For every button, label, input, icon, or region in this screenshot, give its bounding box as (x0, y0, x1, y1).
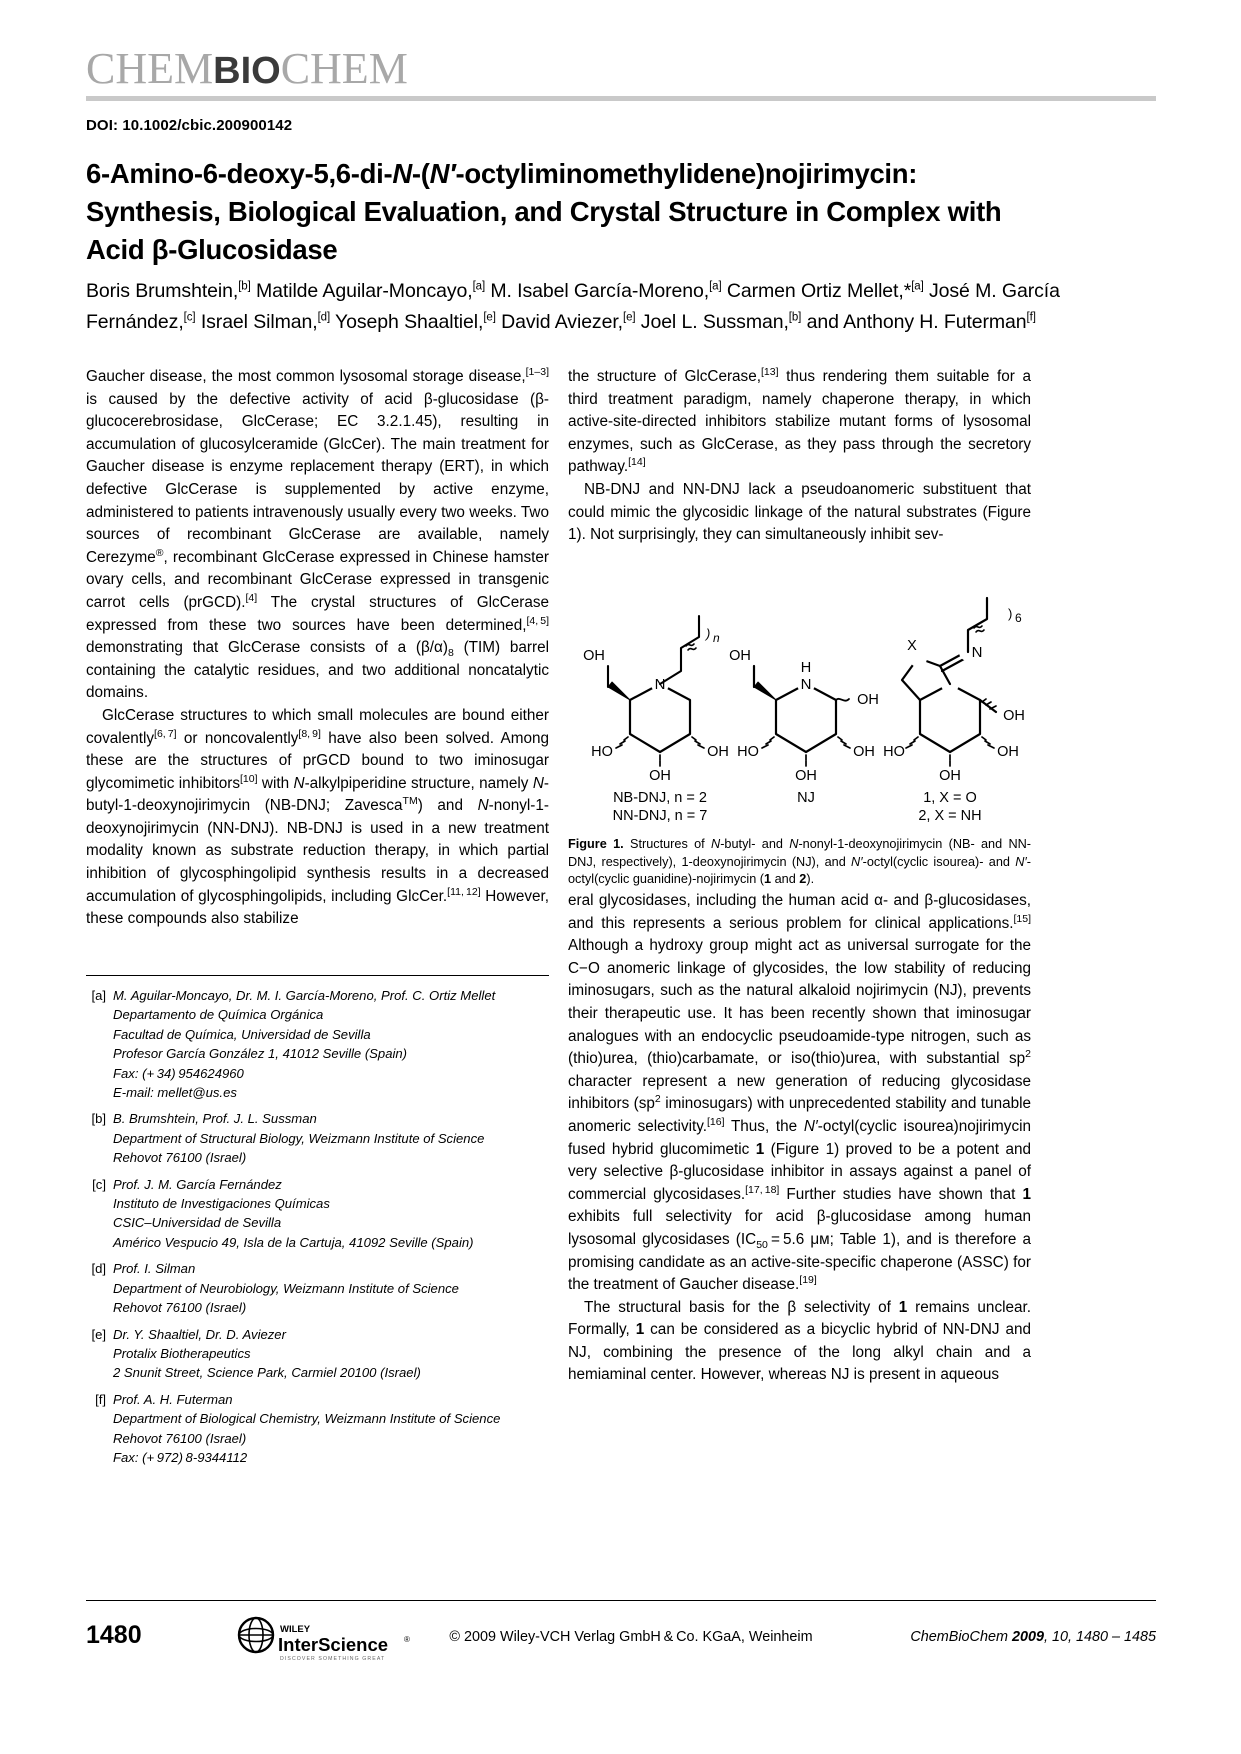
affiliations-block (86, 975, 549, 1474)
affiliation-line: Fax: (+ 972) 8-9344112 (113, 1449, 248, 1465)
svg-text:OH: OH (1003, 708, 1025, 724)
page-number: 1480 (86, 1621, 142, 1649)
structure-label-nn-dnj: NN-DNJ, n = 7 (612, 808, 708, 824)
logo-chem-2: CHEM (280, 44, 408, 93)
paragraph-chaperone-therapy: the structure of GlcCerase,[13] thus rendering them suitable for a third treatment paradigm, namely chaperone therapy, in which active-site-directed inhibitors stabilize mutant forms of lysosomal enzymes, such as GlcCerase, as they pass through the secretory pathway.[14] (568, 365, 1031, 476)
structure-label-1: 1, X = O (923, 790, 977, 806)
affiliation-line: Américo Vespucio 49, Isla de la Cartuja, 41092 Seville (Spain) (113, 1234, 474, 1250)
paragraph-structural-basis: The structural basis for the β selectivity of 1 remains unclear. Formally, 1 can be considered as a bicyclic hybrid of NN-DNJ and NJ, combining the presence of the long alkyl chain and a hemiaminal center. However, whereas NJ is present in aqueous (568, 1298, 1032, 1384)
structure-label-nb-dnj: NB-DNJ, n = 2 (613, 790, 707, 806)
svg-text:OH: OH (997, 744, 1019, 760)
author-affiliation-mark: [e] (622, 311, 636, 324)
affiliations-divider (86, 975, 549, 976)
affiliation-line: Rehovot 76100 (Israel) (113, 1430, 247, 1446)
figure-1-structures (568, 588, 1031, 828)
svg-text:OH: OH (795, 768, 817, 784)
affiliation-tag: [e] (91, 1326, 106, 1342)
logo-wiley-text: WILEY (280, 1624, 311, 1635)
affiliation-lines (113, 1325, 549, 1383)
journal-name: ChemBioChem (910, 1629, 1008, 1645)
atom-label-oh2: OH (707, 744, 729, 760)
svg-text:HO: HO (883, 744, 905, 760)
affiliation-line: Department of Neurobiology, Weizmann Institute of Science (113, 1280, 459, 1296)
logo-bio: BIO (213, 50, 281, 92)
chain-subscript-6: ) (1008, 606, 1013, 621)
journal-masthead (86, 46, 1156, 94)
author-list (86, 276, 1096, 338)
author-name: Anthony H. Futerman[f] (843, 311, 1036, 333)
affiliation-lines (113, 1109, 549, 1167)
atom-label-oh: OH (583, 648, 605, 664)
affiliation-line: Instituto de Investigaciones Químicas (113, 1196, 330, 1212)
paragraph-intro: Gaucher disease, the most common lysosomal storage disease,[1–3] is caused by the defective activity of acid β-glucosidase (β-glucocerebrosidase, GlcCerase; EC 3.2.1.45), resulting in accumulation of glucosylceramide (GlcCer). The main treatment for Gaucher disease is enzyme replacement therapy (ERT), in which defective GlcCerase is supplemented by active enzyme, administered to patients intravenously usually every two weeks. Two sources of recombinant GlcCerase are available, namely Cerezyme®, recombinant GlcCerase expressed in Chinese hamster ovary cells, and recombinant GlcCerase expressed in transgenic carrot cells (prGCD).[4] The crystal structures of GlcCerase expressed from these two sources have been determined,[4, 5] demonstrating that GlcCerase consists of a $(\beta/\alpha)_8$ (TIM) barrel containing the catalytic residues, and two additional noncatalytic domains. (86, 365, 549, 702)
affiliation-entry (86, 986, 549, 1102)
svg-text:HO: HO (737, 744, 759, 760)
title-line-1: 6-Amino-6-deoxy-5,6-di-N-(N′-octyliminomethylidene)nojirimycin: (86, 158, 918, 189)
author-affiliation-mark: [b] (788, 311, 802, 324)
page-title (86, 155, 1086, 269)
affiliation-line: Rehovot 76100 (Israel) (113, 1150, 247, 1166)
title-line-2: Synthesis, Biological Evaluation, and Crystal Structure in Complex with (86, 196, 1002, 227)
author-name: Joel L. Sussman,[b] (640, 311, 802, 333)
chain-subscript-n: ) (706, 626, 711, 641)
author-affiliation-mark: [a] (709, 280, 722, 293)
atom-label-oh3: OH (649, 768, 671, 784)
affiliation-entry (86, 1259, 549, 1317)
journal-reference (910, 1629, 1156, 1645)
affiliation-entry (86, 1109, 549, 1167)
affiliation-tag: [f] (95, 1391, 106, 1407)
journal-year: 2009 (1011, 1629, 1044, 1645)
affiliation-line: Departamento de Química Orgánica (113, 1007, 324, 1023)
affiliation-tag: [d] (91, 1261, 106, 1277)
doi-text: DOI: 10.1002/cbic.200900142 (86, 117, 293, 134)
author-name: M. Isabel García-Moreno,[a] (490, 280, 722, 302)
author-affiliation-mark: [e] (483, 311, 496, 324)
affiliation-line: Department of Structural Biology, Weizmann Institute of Science (113, 1130, 485, 1146)
affiliation-line: CSIC–Universidad de Sevilla (113, 1215, 282, 1231)
affiliation-tag: [a] (91, 988, 106, 1003)
atom-label-x: X (907, 638, 917, 654)
author-name: Carmen Ortiz Mellet,*[a] (726, 280, 924, 302)
copyright-text: © 2009 Wiley-VCH Verlag GmbH & Co. KGaA, Weinheim (449, 1629, 813, 1645)
author-affiliation-mark: [f] (1026, 311, 1036, 324)
svg-text:N: N (800, 676, 812, 693)
footer-divider (86, 1600, 1156, 1601)
body-column-right-upper (568, 366, 1031, 547)
structure-label-2: 2, X = NH (918, 808, 982, 824)
affiliation-line: M. Aguilar-Moncayo, Dr. M. I. García-Moreno, Prof. C. Ortiz Mellet (113, 988, 496, 1003)
author-name: David Aviezer,[e] (501, 311, 636, 333)
atom-label-n: N (654, 676, 666, 693)
figure-1 (568, 588, 1031, 889)
interscience-logo (228, 1615, 418, 1663)
body-column-right-lower (568, 890, 1031, 1387)
svg-text:OH: OH (939, 768, 961, 784)
affiliation-line: B. Brumshtein, Prof. J. L. Sussman (113, 1111, 317, 1127)
page-footer (86, 1615, 1156, 1675)
affiliation-line: Facultad de Química, Universidad de Sevilla (113, 1026, 371, 1042)
author-affiliation-mark: [d] (317, 311, 331, 324)
affiliation-line: E-mail: mellet@us.es (113, 1085, 237, 1101)
author-affiliation-mark: [a] (911, 280, 924, 293)
logo-interscience-text: InterScience (278, 1634, 389, 1655)
svg-text:OH: OH (729, 648, 751, 664)
atom-label-imine-n: N (971, 644, 983, 661)
affiliation-line: Prof. I. Silman (113, 1261, 196, 1277)
affiliation-line: Prof. A. H. Futerman (113, 1391, 233, 1407)
affiliation-line: Rehovot 76100 (Israel) (113, 1300, 247, 1316)
author-name: Matilde Aguilar-Moncayo,[a] (256, 280, 486, 302)
svg-text:OH: OH (853, 744, 875, 760)
affiliation-line: Dr. Y. Shaaltiel, Dr. D. Aviezer (113, 1326, 286, 1342)
chain-index-6: 6 (1015, 611, 1022, 625)
atom-label-anomeric-oh: OH (857, 692, 879, 708)
title-line-3: Acid β-Glucosidase (86, 234, 338, 265)
atom-label-h: H (800, 660, 812, 676)
chain-index-n: n (713, 631, 720, 645)
journal-rest: , 10, 1480 – 1485 (1043, 1629, 1156, 1645)
affiliation-entry (86, 1325, 549, 1383)
affiliation-tag: [b] (91, 1111, 106, 1127)
author-affiliation-mark: [c] (183, 311, 196, 324)
affiliation-entry (86, 1390, 549, 1468)
affiliation-tag: [c] (92, 1176, 106, 1192)
paragraph-pseudoanomeric: NB-DNJ and NN-DNJ lack a pseudoanomeric substituent that could mimic the glycosidic linkage of the natural substrates (Figure 1). Not surprisingly, they can simultaneously inhibit sev- (568, 480, 1031, 544)
affiliation-line: Fax: (+ 34) 954624960 (113, 1065, 244, 1081)
masthead-divider (86, 96, 1156, 101)
logo-tagline-text: DISCOVER SOMETHING GREAT (280, 1656, 386, 1662)
affiliation-line: Department of Biological Chemistry, Weizmann Institute of Science (113, 1411, 501, 1427)
affiliation-entry (86, 1175, 549, 1253)
affiliation-lines (113, 986, 549, 1102)
structure-label-nj: NJ (797, 790, 815, 806)
paragraph-glycosidases: eral glycosidases, including the human acid α- and β-glucosidases, and this represents a serious problem for clinical applications.[15] Although a hydroxy group might act as universal surrogate for the C−O anomeric linkage of glycosides, the low stability of reducing iminosugars, such as the natural alkaloid nojirimycin (NJ), prevents their therapeutic use. It has been recently shown that iminosugar analogues with an endocyclic pseudoamide-type nitrogen, such as (thio)urea, (thio)carbamate, or iso(thio)urea, with substantial $sp^2$ character represent a new generation of reducing glycosidase inhibitors ($sp^2$ iminosugars) with unprecedented stability and tunable anomeric selectivity.[16] Thus, the N′-octyl(cyclic isourea)nojirimycin fused hybrid glucomimetic 1 (Figure 1) proved to be a potent and very selective β-glucosidase inhibitor in assays against a panel of commercial glycosidases.[17, 18] Further studies have shown that 1 exhibits full selectivity for acid β-glucosidase among human lysosomal glycosidases ($IC_{50} = 5.6$ μᴍ; Table 1), and is therefore a promising candidate as an active-site-specific chaperone (ASSC) for the treatment of Gaucher disease.[19] (568, 892, 1032, 1294)
logo-chem-1: CHEM (86, 44, 214, 93)
author-name: Israel Silman,[d] (200, 311, 331, 333)
affiliation-line: 2 Snunit Street, Science Park, Carmiel 20100 (Israel) (113, 1365, 421, 1381)
affiliation-lines (113, 1390, 549, 1468)
author-affiliation-mark: [b] (238, 280, 251, 293)
affiliation-line: Prof. J. M. García Fernández (113, 1176, 282, 1192)
author-name: Yoseph Shaaltiel,[e] (335, 311, 496, 333)
atom-label-ho: HO (591, 744, 613, 760)
logo-reg-mark: ® (404, 1635, 410, 1644)
paragraph-glccerase-structures: GlcCerase structures to which small molecules are bound either covalently[6, 7] or noncovalently[8, 9] have also been solved. Among these are the structures of prGCD bound to two iminosugar glycomimetic inhibitors[10] with N-alkylpiperidine structure, namely N-butyl-1-deoxynojirimycin (NB-DNJ; Zavesca™) and N-nonyl-1-deoxynojirimycin (NN-DNJ). NB-DNJ is used in a new treatment modality known as substrate reduction therapy, in which partial inhibition of glycosphingolipid synthesis results in a decreased accumulation of glycosphingolipids, including GlcCer.[11, 12] However, these compounds also stabilize (86, 706, 550, 928)
affiliation-lines (113, 1259, 549, 1317)
affiliation-line: Protalix Biotherapeutics (113, 1345, 251, 1361)
journal-logo (86, 46, 1156, 94)
affiliation-lines (113, 1175, 549, 1253)
author-affiliation-mark: [a] (472, 280, 486, 293)
affiliation-line: Profesor García González 1, 41012 Seville (Spain) (113, 1046, 408, 1062)
author-name: José M. García Fernández,[c] (86, 280, 1060, 333)
author-name: and (806, 311, 839, 333)
author-name: Boris Brumshtein,[b] (86, 280, 251, 302)
body-column-left (86, 366, 549, 931)
figure-1-caption: Figure 1. Structures of N-butyl- and N-nonyl-1-deoxynojirimycin (NB- and NN-DNJ, respectively), 1-deoxynojirimycin (NJ), and N′-octyl(cyclic isourea)- and N′-octyl(cyclic guanidine)-nojirimycin (1 and 2). (568, 837, 1032, 887)
